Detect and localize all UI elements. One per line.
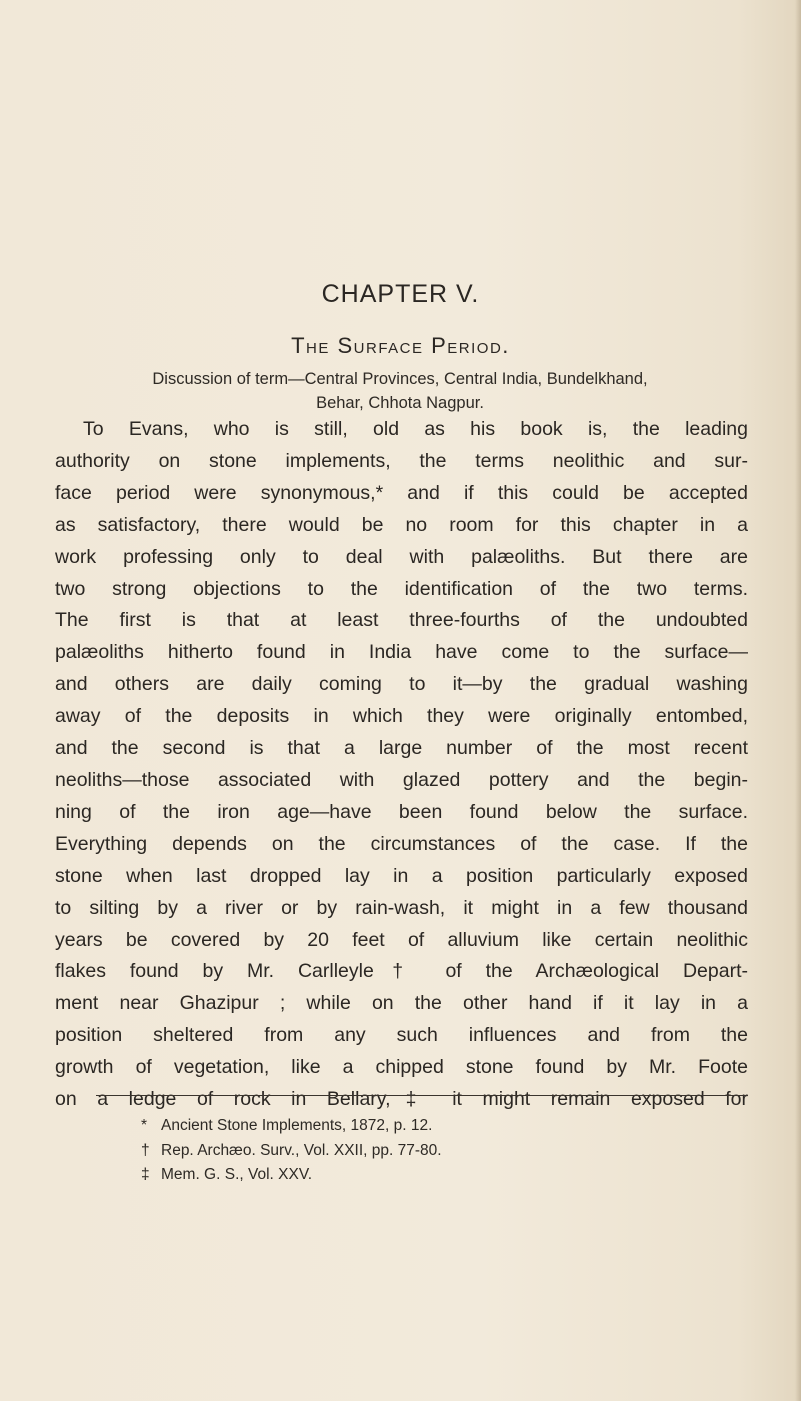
body-paragraph	[55, 414, 748, 1116]
body-line: authority on stone implements, the terms neolithic and sur-	[55, 449, 748, 472]
body-line: to silting by a river or by rain-wash, it might in a few thousand	[55, 896, 748, 919]
footnote	[141, 1163, 701, 1188]
footnote-mark: †	[141, 1141, 150, 1159]
footnote-divider	[96, 1095, 748, 1096]
footnote-text: Rep. Archæo. Surv., Vol. XXII, pp. 77-80.	[161, 1141, 442, 1159]
body-line: growth of vegetation, like a chipped stone found by Mr. Foote	[55, 1056, 748, 1079]
body-line: away of the deposits in which they were originally entombed,	[55, 705, 748, 728]
body-line: flakes found by Mr. Carlleyle† of the Archæological Depart-	[55, 960, 748, 983]
body-line: work professing only to deal with palæoliths. But there are	[55, 545, 748, 568]
body-line: palæoliths hitherto found in India have come to the surface—	[55, 641, 748, 664]
body-line: To Evans, who is still, old as his book is, the leading	[83, 418, 748, 440]
body-line: ment near Ghazipur ; while on the other hand if it lay in a	[55, 992, 748, 1015]
body-line: and others are daily coming to it—by the gradual washing	[55, 673, 748, 696]
body-line: neoliths—those associated with glazed pottery and the begin-	[55, 768, 748, 791]
body-line: stone when last dropped lay in a position particularly exposed	[55, 864, 748, 887]
body-line: position sheltered from any such influences and from the	[55, 1024, 748, 1047]
footnote	[141, 1139, 701, 1164]
body-line: Everything depends on the circumstances of the case. If the	[55, 832, 748, 855]
chapter-title: The Surface Period.	[291, 333, 510, 358]
body-line: face period were synonymous,* and if this could be accepted	[55, 481, 748, 504]
body-line: The first is that at least three-fourths of the undoubted	[55, 609, 748, 632]
footnote-text: Mem. G. S., Vol. XXV.	[161, 1166, 313, 1183]
chapter-number-heading: CHAPTER V.	[321, 280, 480, 308]
footnotes	[141, 1114, 701, 1188]
page-edge-shadow	[795, 0, 801, 1401]
footnote	[141, 1114, 701, 1139]
chapter-summary: Discussion of term—Central Provinces, Central India, Bundelkhand, Behar, Chhota Nagpur.	[152, 370, 648, 412]
body-line: on a ledge of rock in Bellary,‡ it might remain exposed for	[55, 1088, 748, 1111]
footnote-mark: ‡	[141, 1166, 150, 1183]
body-line: and the second is that a large number of the most recent	[55, 737, 748, 760]
body-line: two strong objections to the identification of the two terms.	[55, 577, 748, 600]
body-line: as satisfactory, there would be no room for this chapter in a	[55, 513, 748, 536]
body-line: ning of the iron age—have been found below the surface.	[55, 800, 748, 823]
footnote-text: Ancient Stone Implements, 1872, p. 12.	[161, 1117, 433, 1134]
body-line: years be covered by 20 feet of alluvium like certain neolithic	[55, 928, 748, 951]
footnote-mark: *	[141, 1117, 148, 1134]
